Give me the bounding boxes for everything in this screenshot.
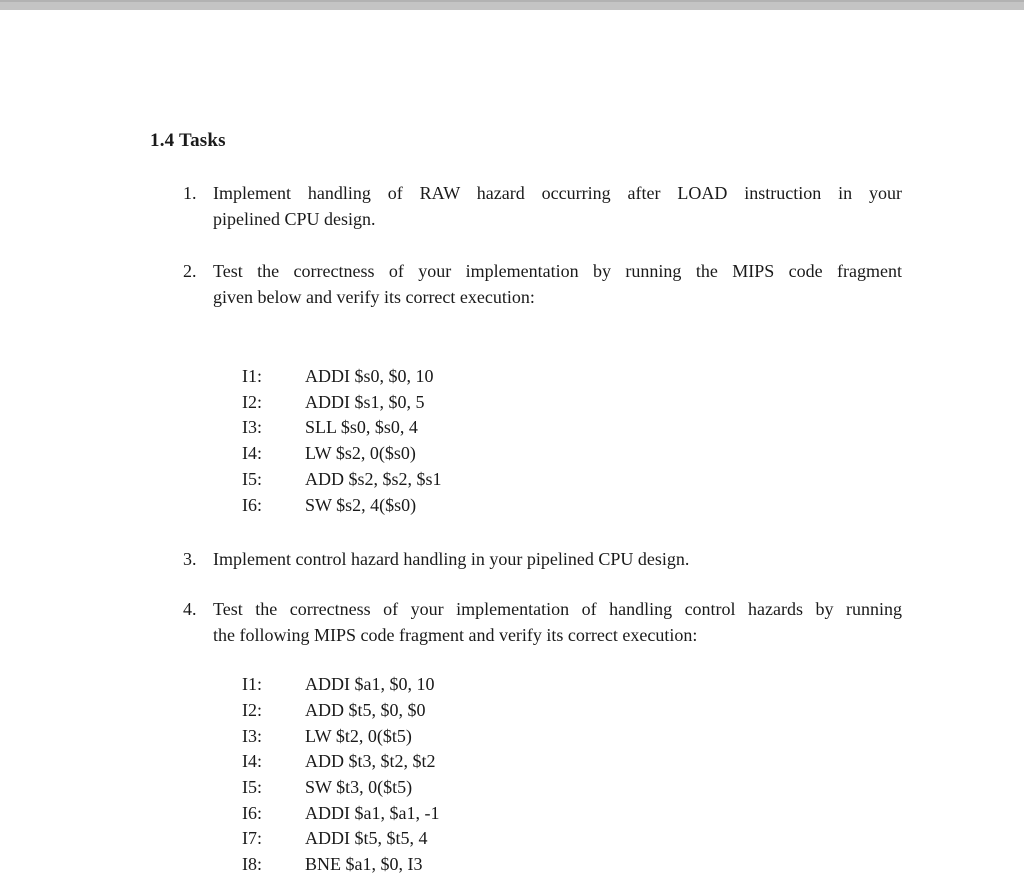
code-instruction: ADDI $t5, $t5, 4: [305, 828, 428, 849]
code-line: [242, 493, 902, 519]
code-line: [242, 852, 902, 878]
code-line-label: I4:: [242, 751, 262, 772]
code-instruction: ADDI $s1, $0, 5: [305, 391, 425, 412]
task-item-2: [150, 258, 902, 310]
code-instruction: ADD $t5, $0, $0: [305, 699, 426, 720]
task-text: [213, 180, 902, 232]
code-instruction: LW $s2, 0($s0): [305, 443, 416, 464]
task-number: 1.: [183, 183, 197, 203]
code-line-label: I2:: [242, 699, 262, 720]
code-instruction: ADD $t3, $t2, $t2: [305, 751, 436, 772]
code-line-label: I4:: [242, 443, 262, 464]
code-line: [242, 801, 902, 827]
code-line: [242, 672, 902, 698]
code-line: [242, 775, 902, 801]
code-line: [242, 415, 902, 441]
task-text-line: Test the correctness of your implementation by running the MIPS code fragment: [213, 261, 902, 281]
task-number: 2.: [183, 261, 197, 281]
task-number: 4.: [183, 599, 197, 620]
code-line-label: I6:: [242, 802, 262, 823]
code-line-label: I2:: [242, 391, 262, 412]
code-line-label: I6:: [242, 494, 262, 515]
code-instruction: SW $t3, 0($t5): [305, 777, 413, 798]
code-line: [242, 826, 902, 852]
code-line: [242, 749, 902, 775]
code-line-label: I8:: [242, 854, 262, 875]
task-text-line: Implement control hazard handling in your pipelined CPU design.: [213, 549, 690, 570]
code-line: [242, 441, 902, 467]
code-line: [242, 467, 902, 493]
code-line-label: I3:: [242, 725, 262, 746]
task-text-line: the following MIPS code fragment and verify its correct execution:: [213, 625, 698, 646]
task-text: [213, 546, 902, 572]
code-instruction: SW $s2, 4($s0): [305, 494, 417, 515]
code-line-label: I3:: [242, 417, 262, 438]
task-text-line: given below and verify its correct execution:: [213, 287, 535, 307]
code-line-label: I5:: [242, 468, 262, 489]
task-text-line: Implement handling of RAW hazard occurring after LOAD instruction in your: [213, 183, 902, 203]
code-line: [242, 364, 902, 390]
code-line-label: I1:: [242, 366, 262, 386]
code-fragment-1: [242, 364, 902, 518]
code-instruction: ADDI $s0, $0, 10: [305, 366, 434, 386]
code-line: [242, 698, 902, 724]
code-instruction: SLL $s0, $s0, 4: [305, 417, 418, 438]
window-top-bar: [0, 0, 1024, 10]
code-line: [242, 390, 902, 416]
code-instruction: ADDI $a1, $0, 10: [305, 674, 435, 695]
code-line-label: I5:: [242, 777, 262, 798]
code-instruction: LW $t2, 0($t5): [305, 725, 412, 746]
task-text-line: Test the correctness of your implementation of handling control hazards by running: [213, 599, 902, 620]
task-item-4: [150, 596, 902, 648]
code-instruction: ADDI $a1, $a1, -1: [305, 802, 440, 823]
task-item-1: [150, 180, 902, 232]
task-text: [213, 258, 902, 310]
code-line-label: I7:: [242, 828, 262, 849]
code-line: [242, 724, 902, 750]
task-text: [213, 596, 902, 648]
section-heading: 1.4 Tasks: [150, 130, 226, 151]
document-page: [150, 130, 902, 878]
code-instruction: BNE $a1, $0, I3: [305, 854, 423, 875]
task-number: 3.: [183, 549, 197, 570]
task-text-line: pipelined CPU design.: [213, 209, 376, 229]
task-item-3: [150, 546, 902, 572]
code-fragment-2: [242, 672, 902, 878]
code-instruction: ADD $s2, $s2, $s1: [305, 468, 442, 489]
code-line-label: I1:: [242, 674, 262, 695]
